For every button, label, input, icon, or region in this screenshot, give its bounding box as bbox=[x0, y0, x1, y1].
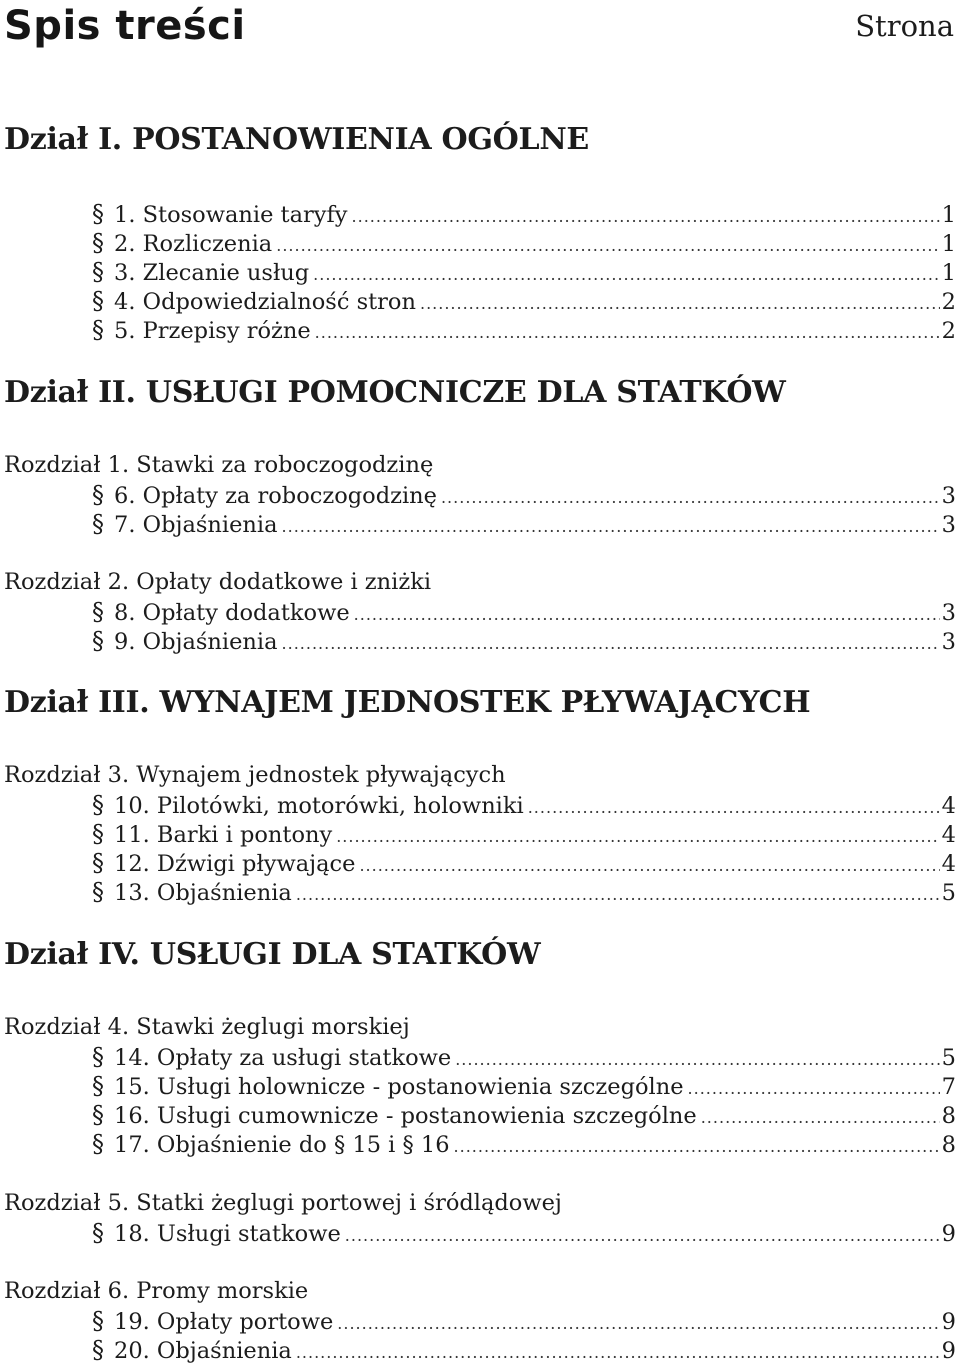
toc-entry-page: 1 bbox=[941, 260, 956, 286]
toc-entry-label: 5. Przepisy różne bbox=[114, 318, 311, 344]
toc-entry-label: 14. Opłaty za usługi statkowe bbox=[114, 1045, 452, 1071]
toc-entry-page: 1 bbox=[941, 231, 956, 257]
toc-entry-18[interactable] bbox=[92, 1221, 956, 1246]
section-mark: § bbox=[92, 598, 104, 626]
toc-entry-label: 9. Objaśnienia bbox=[114, 629, 278, 655]
toc-entry-label: 20. Objaśnienia bbox=[114, 1338, 292, 1364]
toc-entry-label: 6. Opłaty za roboczogodzinę bbox=[114, 483, 437, 509]
section-mark: § bbox=[92, 1219, 104, 1247]
dot-leader bbox=[352, 209, 940, 225]
dot-leader bbox=[359, 858, 939, 874]
dot-leader bbox=[282, 519, 940, 535]
dot-leader bbox=[420, 296, 940, 312]
section-mark: § bbox=[92, 287, 104, 315]
chapter-heading-rozdzial-1: Rozdział 1. Stawki za roboczogodzinę bbox=[4, 452, 434, 478]
section-mark: § bbox=[92, 1043, 104, 1071]
toc-entry-page: 5 bbox=[941, 1045, 956, 1071]
toc-entry-page: 5 bbox=[941, 880, 956, 906]
toc-entry-9[interactable] bbox=[92, 629, 956, 654]
dot-leader bbox=[296, 887, 940, 903]
toc-entry-page: 4 bbox=[941, 822, 956, 848]
toc-entry-page: 8 bbox=[941, 1132, 956, 1158]
section-mark: § bbox=[92, 1336, 104, 1364]
dot-leader bbox=[313, 267, 940, 283]
toc-entry-1[interactable] bbox=[92, 202, 956, 227]
toc-entry-label: 19. Opłaty portowe bbox=[114, 1309, 334, 1335]
section-mark: § bbox=[92, 791, 104, 819]
toc-entry-page: 9 bbox=[941, 1338, 956, 1364]
dot-leader bbox=[282, 636, 940, 652]
dot-leader bbox=[296, 1345, 940, 1361]
section-mark: § bbox=[92, 200, 104, 228]
dot-leader bbox=[345, 1228, 940, 1244]
dot-leader bbox=[441, 490, 940, 506]
section-heading-dzial-1: Dział I. POSTANOWIENIA OGÓLNE bbox=[4, 122, 590, 157]
toc-entry-label: 2. Rozliczenia bbox=[114, 231, 273, 257]
toc-entry-11[interactable] bbox=[92, 822, 956, 847]
toc-entry-12[interactable] bbox=[92, 851, 956, 876]
section-mark: § bbox=[92, 229, 104, 257]
toc-entry-label: 16. Usługi cumownicze - postanowienia szczególne bbox=[114, 1103, 697, 1129]
dot-leader bbox=[315, 325, 940, 341]
dot-leader bbox=[337, 1316, 939, 1332]
toc-entry-page: 3 bbox=[941, 512, 956, 538]
toc-entry-16[interactable] bbox=[92, 1103, 956, 1128]
toc-entry-page: 1 bbox=[941, 202, 956, 228]
page-title: Spis treści bbox=[4, 3, 246, 49]
toc-entry-13[interactable] bbox=[92, 880, 956, 905]
section-mark: § bbox=[92, 1101, 104, 1129]
toc-entry-label: 10. Pilotówki, motorówki, holowniki bbox=[114, 793, 524, 819]
toc-entry-label: 1. Stosowanie taryfy bbox=[114, 202, 348, 228]
section-mark: § bbox=[92, 258, 104, 286]
toc-entry-label: 12. Dźwigi pływające bbox=[114, 851, 356, 877]
toc-entry-label: 13. Objaśnienia bbox=[114, 880, 292, 906]
section-heading-dzial-3: Dział III. WYNAJEM JEDNOSTEK PŁYWAJĄCYCH bbox=[4, 685, 811, 720]
chapter-heading-rozdzial-4: Rozdział 4. Stawki żeglugi morskiej bbox=[4, 1014, 410, 1040]
toc-entry-page: 4 bbox=[941, 793, 956, 819]
section-mark: § bbox=[92, 1130, 104, 1158]
dot-leader bbox=[354, 607, 940, 623]
toc-entry-5[interactable] bbox=[92, 318, 956, 343]
toc-entry-label: 15. Usługi holownicze - postanowienia szczególne bbox=[114, 1074, 684, 1100]
toc-entry-label: 7. Objaśnienia bbox=[114, 512, 278, 538]
section-mark: § bbox=[92, 510, 104, 538]
toc-entry-page: 2 bbox=[941, 289, 956, 315]
toc-entry-page: 3 bbox=[941, 483, 956, 509]
toc-entry-page: 7 bbox=[941, 1074, 956, 1100]
toc-entry-14[interactable] bbox=[92, 1045, 956, 1070]
toc-entry-label: 11. Barki i pontony bbox=[114, 822, 333, 848]
section-mark: § bbox=[92, 627, 104, 655]
toc-entry-label: 4. Odpowiedzialność stron bbox=[114, 289, 416, 315]
toc-entry-label: 18. Usługi statkowe bbox=[114, 1221, 341, 1247]
chapter-heading-rozdzial-5: Rozdział 5. Statki żeglugi portowej i śródlądowej bbox=[4, 1190, 562, 1216]
dot-leader bbox=[276, 238, 939, 254]
toc-entry-page: 3 bbox=[941, 600, 956, 626]
toc-entry-17[interactable] bbox=[92, 1132, 956, 1157]
section-mark: § bbox=[92, 1072, 104, 1100]
toc-entry-2[interactable] bbox=[92, 231, 956, 256]
toc-entry-10[interactable] bbox=[92, 793, 956, 818]
toc-entry-page: 9 bbox=[941, 1221, 956, 1247]
dot-leader bbox=[528, 800, 940, 816]
toc-entry-6[interactable] bbox=[92, 483, 956, 508]
toc-entry-page: 3 bbox=[941, 629, 956, 655]
section-mark: § bbox=[92, 481, 104, 509]
section-mark: § bbox=[92, 316, 104, 344]
dot-leader bbox=[454, 1139, 940, 1155]
toc-entry-page: 4 bbox=[941, 851, 956, 877]
chapter-heading-rozdzial-6: Rozdział 6. Promy morskie bbox=[4, 1278, 309, 1304]
toc-entry-19[interactable] bbox=[92, 1309, 956, 1334]
section-mark: § bbox=[92, 820, 104, 848]
toc-entry-label: 3. Zlecanie usług bbox=[114, 260, 310, 286]
toc-entry-page: 9 bbox=[941, 1309, 956, 1335]
toc-entry-20[interactable] bbox=[92, 1338, 956, 1363]
chapter-heading-rozdzial-3: Rozdział 3. Wynajem jednostek pływających bbox=[4, 762, 506, 788]
toc-entry-15[interactable] bbox=[92, 1074, 956, 1099]
section-mark: § bbox=[92, 849, 104, 877]
toc-entry-4[interactable] bbox=[92, 289, 956, 314]
toc-entry-page: 8 bbox=[941, 1103, 956, 1129]
dot-leader bbox=[701, 1110, 940, 1126]
toc-entry-page: 2 bbox=[941, 318, 956, 344]
toc-entry-3[interactable] bbox=[92, 260, 956, 285]
toc-entry-7[interactable] bbox=[92, 512, 956, 537]
section-heading-dzial-4: Dział IV. USŁUGI DLA STATKÓW bbox=[4, 937, 541, 972]
chapter-heading-rozdzial-2: Rozdział 2. Opłaty dodatkowe i zniżki bbox=[4, 569, 432, 595]
page-column-heading: Strona bbox=[855, 9, 954, 43]
toc-entry-label: 17. Objaśnienie do § 15 i § 16 bbox=[114, 1132, 450, 1158]
dot-leader bbox=[455, 1052, 939, 1068]
toc-entry-8[interactable] bbox=[92, 600, 956, 625]
toc-entry-label: 8. Opłaty dodatkowe bbox=[114, 600, 350, 626]
section-heading-dzial-2: Dział II. USŁUGI POMOCNICZE DLA STATKÓW bbox=[4, 375, 786, 410]
dot-leader bbox=[336, 829, 939, 845]
section-mark: § bbox=[92, 1307, 104, 1335]
dot-leader bbox=[688, 1081, 940, 1097]
section-mark: § bbox=[92, 878, 104, 906]
